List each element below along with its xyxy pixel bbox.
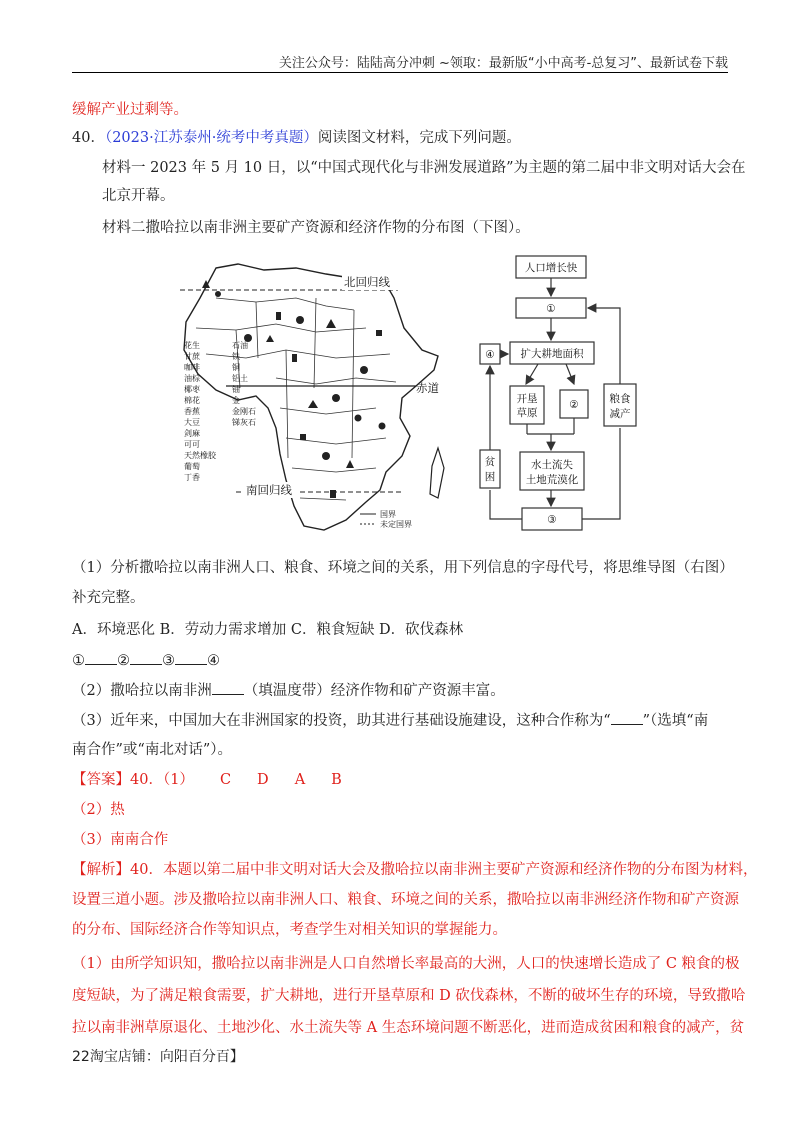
legend-antimony: 锑灰石 [232, 418, 256, 427]
analysis-text-1: 40．本题以第二届中非文明对话大会及撒哈拉以南非洲主要矿产资源和经济作物的分布图为材料， [130, 862, 758, 878]
analysis-line-5: 度短缺，为了满足粮食需要，扩大耕地，进行开垦草原和 D 砍伐森林，不断的破坏生存的环境，导致撒哈 [72, 988, 746, 1004]
blank-label-3: ③ [162, 653, 175, 669]
q1-blanks [72, 650, 220, 671]
blank-2[interactable] [130, 650, 162, 665]
legend-iron: 铁 [232, 352, 240, 361]
q2-blank[interactable] [212, 680, 244, 695]
question-40-title [72, 128, 521, 148]
answer-number: 40．（1） [130, 772, 194, 788]
answer-3: （3）南南合作 [72, 832, 169, 848]
box-population-growth-label: 人口增长快 [524, 262, 578, 274]
box-soil-erosion-label-a: 水土流失 [531, 459, 573, 471]
page-number: 22 [72, 1049, 90, 1065]
answer-line [72, 770, 342, 790]
question-number: 40． [72, 130, 105, 146]
africa-resource-map [176, 258, 454, 540]
q2-line [72, 680, 505, 701]
legend-gold: 金 [232, 396, 240, 405]
box-blank-3-label: ③ [547, 514, 557, 526]
answer-4: B [331, 772, 342, 788]
q3-text-a: （3）近年来，中国加大在非洲国家的投资，助其进行基础设施建设，这种合作称为“ [72, 713, 611, 729]
legend-grape: 葡萄 [184, 462, 200, 471]
legend-bauxite: 铝土 [232, 374, 248, 383]
legend-peanut: 花生 [184, 341, 200, 350]
legend-cotton: 棉花 [184, 396, 200, 405]
box-poverty-label-a: 贫 [484, 456, 496, 468]
box-reclaim-label-b: 草原 [516, 407, 538, 419]
legend-undetermined-border: 未定国界 [380, 520, 412, 529]
q1-options: A．环境恶化 B．劳动力需求增加 C．粮食短缺 D．砍伐森林 [72, 622, 464, 638]
q3-line-2: 南合作”或“南北对话”）。 [72, 742, 232, 758]
q3-text-b: ”（选填“南 [642, 713, 709, 729]
madagascar [430, 448, 444, 498]
legend-clove: 丁香 [184, 473, 200, 482]
legend-diamond: 金刚石 [232, 407, 256, 416]
footer-text: 淘宝店铺：向阳百分百】 [89, 1049, 244, 1065]
legend-uranium: 铀 [232, 385, 240, 394]
q1-line-1: （1）分析撒哈拉以南非洲人口、粮食、环境之间的关系，用下列信息的字母代号，将思维导图（右图） [72, 560, 734, 576]
legend-rubber: 天然橡胶 [184, 451, 216, 460]
blank-3[interactable] [175, 650, 207, 665]
analysis-label: 【解析】 [72, 862, 130, 878]
blank-1[interactable] [85, 650, 117, 665]
box-blank-4-label: ④ [485, 349, 495, 361]
legend-oil-palm: 油棕 [184, 374, 200, 383]
tropic-of-cancer-label: 北回归线 [344, 275, 390, 289]
equator-label: 赤道 [416, 381, 439, 395]
analysis-line-2: 设置三道小题。涉及撒哈拉以南非洲人口、粮食、环境之间的关系，撒哈拉以南非洲经济作物和矿产资源 [72, 892, 739, 908]
box-expand-farmland-label: 扩大耕地面积 [520, 348, 584, 360]
tropic-of-capricorn-label: 南回归线 [246, 483, 292, 497]
legend-date-palm: 椰枣 [184, 385, 200, 394]
q3-line-1 [72, 710, 708, 731]
box-blank-2-label: ② [569, 399, 579, 411]
answer-1: C [219, 772, 232, 788]
question-source: （2023·江苏泰州·统考中考真题） [104, 130, 318, 146]
answer-label: 【答案】 [72, 772, 130, 788]
legend-sisal: 剑麻 [184, 429, 200, 438]
blank-label-1: ① [72, 653, 85, 669]
legend-cocoa: 可可 [184, 440, 200, 449]
legend-border: 国界 [380, 510, 396, 519]
q2-text-a: （2）撒哈拉以南非洲 [72, 683, 212, 699]
box-food-label-a: 粮食 [609, 393, 631, 405]
legend-soybean: 大豆 [184, 418, 200, 427]
material-1-line-2: 北京开幕。 [102, 188, 175, 204]
blank-label-4: ④ [207, 653, 220, 669]
box-soil-erosion-label-b: 土地荒漠化 [525, 474, 579, 486]
material-1-line-1: 材料一 2023 年 5 月 10 日，以“中国式现代化与非洲发展道路”为主题的第二届中非文明对话大会在 [102, 160, 746, 176]
header-divider [72, 72, 728, 73]
page-footer [72, 1046, 244, 1066]
answer-2: （2）热 [72, 802, 125, 818]
legend-sugarcane: 甘蔗 [184, 352, 200, 361]
analysis-line-1 [72, 860, 757, 880]
box-reclaim-label-a: 开垦 [516, 393, 538, 405]
box-food-label-b: 减产 [609, 408, 631, 420]
question-intro: 阅读图文材料，完成下列问题。 [317, 130, 521, 146]
africa-outline [184, 264, 438, 530]
analysis-line-3: 的分布、国际经济合作等知识点，考查学生对相关知识的掌握能力。 [72, 922, 507, 938]
answer-2: D [257, 772, 269, 788]
material-2: 材料二撒哈拉以南非洲主要矿产资源和经济作物的分布图（下图）。 [102, 220, 530, 236]
answer-3: A [294, 772, 306, 788]
previous-answer-tail: 缓解产业过剩等。 [72, 102, 188, 118]
page-header: 关注公众号：陆陆高分冲刺 ~领取：最新版“小中高考-总复习”、最新试卷下载 [278, 56, 728, 71]
blank-label-2: ② [117, 653, 130, 669]
analysis-line-4: （1）由所学知识知，撒哈拉以南非洲是人口自然增长率最高的大洲，人口的快速增长造成了 C 粮食的极 [72, 956, 740, 972]
legend-coffee: 咖啡 [184, 363, 200, 372]
analysis-line-6: 拉以南非洲草原退化、土地沙化、水土流失等 A 生态环境问题不断恶化，进而造成贫困和粮食的减产，贫 [72, 1020, 745, 1036]
q3-blank[interactable] [611, 710, 643, 725]
q2-text-b: （填温度带）经济作物和矿产资源丰富。 [243, 683, 505, 699]
mind-map-diagram [478, 252, 638, 534]
legend-banana: 香蕉 [184, 407, 200, 416]
box-blank-1-label: ① [546, 303, 556, 315]
legend-copper: 铜 [232, 363, 240, 372]
box-poverty-label-b: 困 [484, 471, 496, 483]
q1-line-2: 补充完整。 [72, 590, 145, 606]
legend-oil: 石油 [232, 341, 248, 350]
